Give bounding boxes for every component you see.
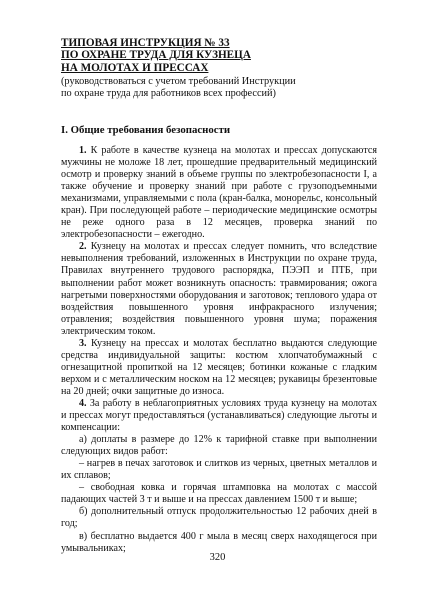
list-item	[61, 434, 377, 458]
paragraph-text: За работу в неблагоприятных условиях труда кузнецу на молотах и прессах могут предоставляться (устанавливаться) следующие льготы и компенсации:	[61, 397, 377, 434]
list-item	[61, 506, 377, 530]
paragraph-text: в) бесплатно выдается 400 г мыла в месяц сверх находящегося при умывальниках;	[61, 530, 377, 554]
paragraph-number: 1.	[79, 145, 87, 156]
paragraph-text: Кузнецу на прессах и молотах бесплатно выдаются следующие средства индивидуальной защиты: костюм хлопчатобумажный с огнезащитной пропиткой на 12 месяцев; ботинки кожаные с гладким верхом и с металлическим носком на 12 месяцев; рукавицы брезентовые на 20 дней; очки защитные до износа.	[61, 337, 377, 397]
paragraph-number: 2.	[79, 241, 87, 253]
paragraph-text: а) доплаты в размере до 12% к тарифной ставке при выполнении следующих видов работ:	[61, 434, 377, 458]
document-title	[61, 37, 381, 74]
paragraph-number: 3.	[79, 337, 87, 349]
paragraph	[61, 145, 377, 241]
paragraph	[61, 338, 377, 398]
subtitle-line: (руководствоваться с учетом требований Инструкции	[61, 76, 296, 87]
paragraph-text: – свободная ковка и горячая штамповка на молотах с массой падающих частей 3 т и выше и на прессах давлением 1500 т и выше;	[61, 482, 377, 506]
subtitle-line: по охране труда для работников всех профессий)	[61, 88, 276, 100]
paragraph-text: К работе в качестве кузнеца на молотах и прессах допускаются мужчины не моложе 18 лет, прошедшие предварительный медицинский осмотр и проверку знаний в объеме группы по электробезопасности I, а также обучение и проверку знаний при работе с грузоподъемными механизмами, управляемыми с пола (кран-балка, монорельс, консольный кран). При последующей работе – периодические медицинские осмотры не реже одного раза в 12 месяцев, проверка знаний по электробезопасности – ежегодно.	[61, 145, 377, 241]
section-heading: I. Общие требования безопасности	[61, 124, 231, 136]
paragraph-text: б) дополнительный отпуск продолжительностью 12 рабочих дней в год;	[61, 506, 377, 530]
paragraph	[61, 241, 377, 337]
title-line: ТИПОВАЯ ИНСТРУКЦИЯ № 33	[61, 37, 230, 49]
document-subtitle	[61, 76, 381, 101]
list-item	[61, 531, 377, 555]
paragraph-number: 4.	[79, 397, 87, 409]
list-item	[61, 458, 377, 482]
paragraph-text: – нагрев в печах заготовок и слитков из черных, цветных металлов и их сплавов;	[61, 458, 377, 482]
document-body	[61, 145, 377, 555]
list-item	[61, 482, 377, 506]
paragraph-text: Кузнецу на молотах и прессах следует помнить, что вследствие невыполнения требований, изложенных в Инструкции по охране труда, Правилах внутреннего трудового распорядка, ПЭЭП и ПТБ, при выполнении работ может возникнуть опасность: травмирования; ожога нагретыми поверхностями оборудования и заготовок; теплового удара от воздействия повышенного уровня инфракрасного излучения; отравления; воздействия повышенного уровня шума; поражения электрическим током.	[61, 241, 377, 337]
paragraph	[61, 398, 377, 434]
title-line: НА МОЛОТАХ И ПРЕССАХ	[61, 61, 209, 74]
page-number: 320	[209, 552, 226, 563]
title-line: ПО ОХРАНЕ ТРУДА ДЛЯ КУЗНЕЦА	[61, 49, 251, 62]
